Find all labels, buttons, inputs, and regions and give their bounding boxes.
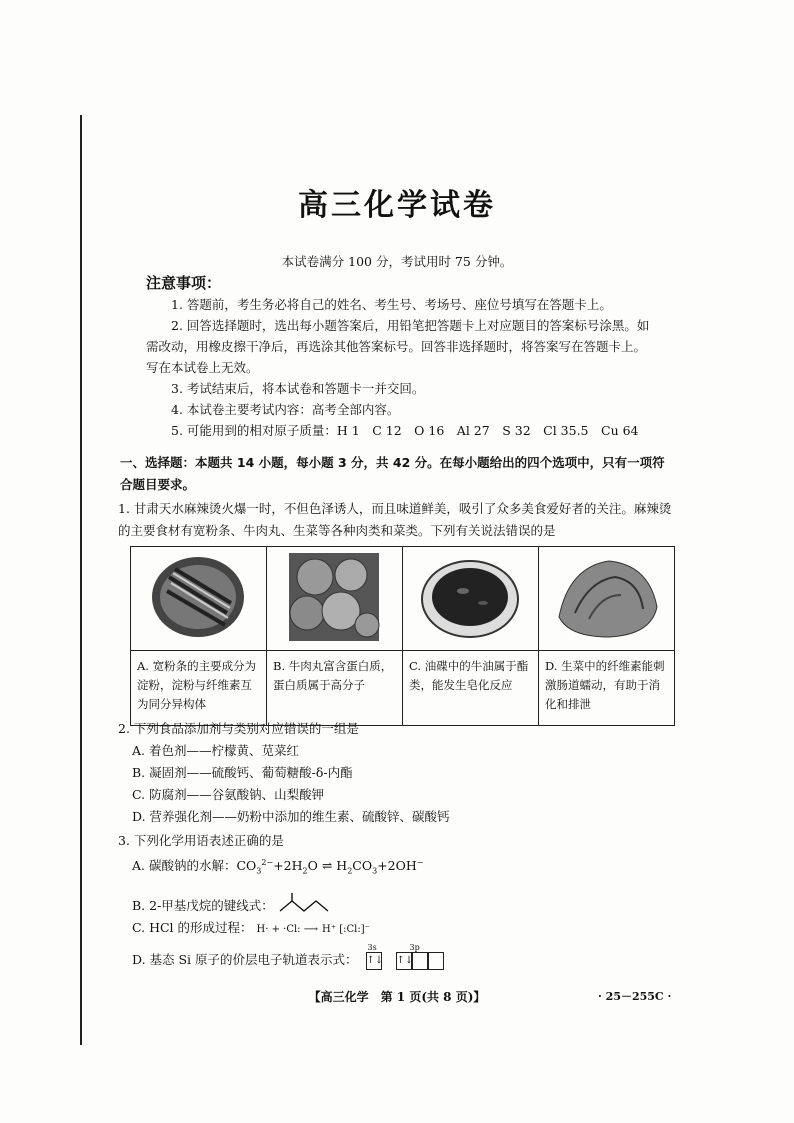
image-oil-dish: [403, 547, 539, 651]
notes-heading: 注意事项：: [146, 274, 222, 292]
skeletal-formula: [278, 893, 330, 917]
page-footer: 【高三化学 第 1 页(共 8 页)】: [308, 990, 486, 1004]
section-text: 本题共 14 小题，每小题 3 分，共 42 分。在每小题给出的四个选项中，只有一项符合题目要求。: [120, 455, 665, 492]
orbital-box: [428, 952, 444, 970]
q3-c-text: C. HCl 的形成过程：: [132, 919, 253, 935]
q3-option-b: [118, 893, 678, 917]
q3-d-text: D. 基态 Si 原子的价层电子轨道表示式：: [132, 951, 358, 967]
section-heading: [120, 452, 676, 496]
eq-part: +2H: [273, 858, 303, 874]
exam-info: 本试卷满分 100 分，考试用时 75 分钟。: [281, 254, 513, 269]
q1-option-c: C. 油碟中的牛油属于酯类，能发生皂化反应: [403, 651, 539, 726]
q1-option-d: D. 生菜中的纤维素能刺激肠道蠕动，有助于消化和排泄: [539, 651, 675, 726]
question-stem: 3. 下列化学用语表述正确的是: [118, 833, 284, 848]
question-3: [118, 830, 678, 971]
question-2: [118, 718, 678, 828]
eq-part: +2OH: [377, 858, 417, 874]
eq-part: CO: [352, 858, 373, 874]
eq-sub: 3: [372, 866, 378, 876]
lewis-process-left: H· + ·Cl: ⟶: [256, 923, 319, 935]
page-title: 高三化学试卷: [298, 188, 496, 223]
orbital-3s-label: 3s: [367, 943, 377, 953]
eq-sub: 2: [302, 866, 308, 876]
question-stem: 2. 下列食品添加剂与类别对应错误的一组是: [118, 721, 359, 736]
q3-option-d: [118, 943, 678, 972]
question-1-table: [130, 546, 675, 726]
eq-sub: 2: [347, 866, 353, 876]
q3-option-c: [118, 917, 678, 941]
eq-sup: 2−: [261, 858, 274, 867]
note-item: 2. 回答选择题时，选出每小题答案后，用铅笔把答题卡上对应题目的答案标号涂黑。如需改动，用橡皮擦干净后，再选涂其他答案标号。回答非选择题时，将答案写在答题卡上。写在本试卷上无效。: [146, 318, 650, 375]
eq-part: O ⇌ H: [307, 858, 348, 874]
section-label: 一、选择题：: [120, 455, 196, 470]
orbital-box: ↑↓: [396, 952, 412, 970]
orbital-box: ↑↓: [366, 952, 382, 970]
orbital-3p: [396, 943, 444, 971]
note-item: 3. 考试结束后，将本试卷和答题卡一并交回。: [171, 381, 425, 396]
eq-sup: −: [416, 858, 424, 867]
question-stem: 1. 甘肃天水麻辣烫火爆一时，不但色泽诱人，而且味道鲜美，吸引了众多美食爱好者的关注。麻辣烫的主要食材有宽粉条、牛肉丸、生菜等各种肉类和菜类。下列有关说法错误的是: [118, 501, 672, 538]
exam-code: · 25－255C ·: [598, 990, 672, 1003]
orbital-3s: [366, 943, 384, 971]
q2-option-c: C. 防腐剂——谷氨酸钠、山梨酸钾: [132, 787, 325, 802]
q3-option-a: [118, 852, 678, 883]
image-noodles: [131, 547, 267, 651]
q3-b-text: B. 2-甲基戊烷的键线式：: [132, 897, 274, 913]
note-item: 1. 答题前，考生务必将自己的姓名、考生号、考场号、座位号填写在答题卡上。: [171, 297, 612, 312]
eq-sub: 3: [256, 866, 262, 876]
q3-a-prefix: A. 碳酸钠的水解：: [132, 858, 237, 874]
image-meatballs: [267, 547, 403, 651]
note-item: 5. 可能用到的相对原子质量：H 1 C 12 O 16 Al 27 S 32 Cl 35.5 Cu 64: [171, 423, 639, 438]
q2-option-a: A. 着色剂——柠檬黄、苋菜红: [132, 743, 299, 758]
note-item: 4. 本试卷主要考试内容：高考全部内容。: [171, 402, 400, 417]
eq-part: CO: [236, 858, 257, 874]
q1-option-b: B. 牛肉丸富含蛋白质，蛋白质属于高分子: [267, 651, 403, 726]
notes-list: [146, 294, 656, 441]
question-1: [118, 498, 678, 542]
lewis-result: H⁺ [:Cl:]⁻: [322, 923, 370, 935]
q1-option-a: A. 宽粉条的主要成分为淀粉，淀粉与纤维素互为同分异构体: [131, 651, 267, 726]
q2-option-d: D. 营养强化剂——奶粉中添加的维生素、硫酸锌、碳酸钙: [132, 809, 450, 824]
image-lettuce: [539, 547, 675, 651]
q2-option-b: B. 凝固剂——硫酸钙、葡萄糖酸-δ-内酯: [132, 765, 353, 780]
orbital-3p-label: 3p: [409, 943, 420, 953]
